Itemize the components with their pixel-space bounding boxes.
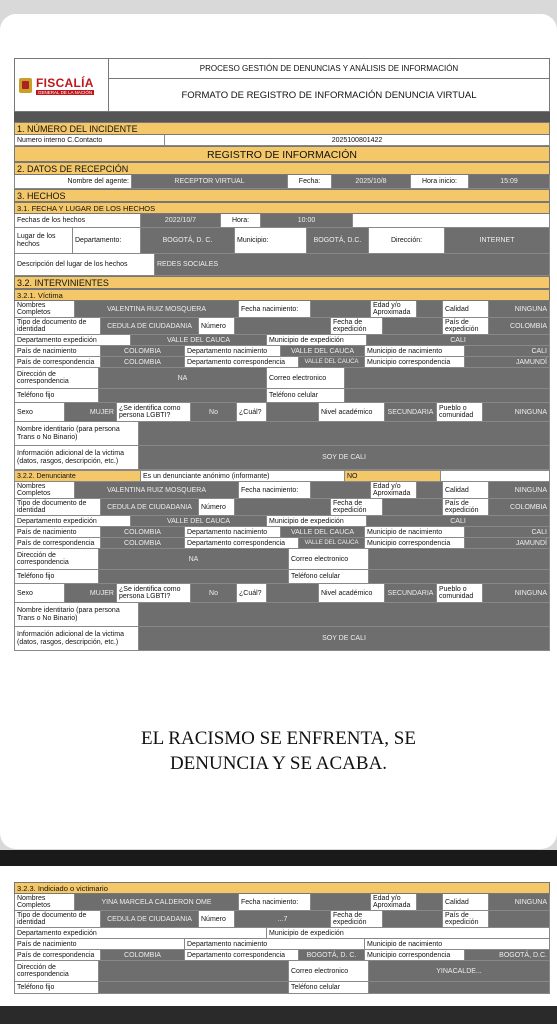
indiciado-address xyxy=(99,961,289,981)
victim-exp-date xyxy=(383,318,443,334)
form-page-2 xyxy=(0,866,557,1006)
label-phone: Teléfono fijo xyxy=(15,389,99,402)
time-label: Hora inicio: xyxy=(411,175,469,188)
denunciante-dept-corr: VALLE DEL CAUCA xyxy=(299,538,365,548)
indiciado-country-corr: COLOMBIA xyxy=(101,950,185,960)
label-dept-birth: Departamento nacimiento xyxy=(185,939,365,949)
dept-label: Departamento: xyxy=(73,228,141,253)
victim-mun-exp: CALI xyxy=(367,335,549,345)
victim-country-birth: COLOMBIA xyxy=(101,346,185,356)
label-dept-birth: Departamento nacimiento xyxy=(185,527,281,537)
dir-value: INTERNET xyxy=(445,228,549,253)
section-1-title: 1. NÚMERO DEL INCIDENTE xyxy=(14,122,550,135)
label-phone: Teléfono fijo xyxy=(15,982,99,993)
label-age: Edad y/o Aproximada xyxy=(371,301,417,317)
slogan-line-1: EL RACISMO SE ENFRENTA, SE xyxy=(141,728,416,749)
facts-blank xyxy=(353,214,549,227)
agent-value: RECEPTOR VIRTUAL xyxy=(132,175,288,188)
dept-value: BOGOTÁ, D. C. xyxy=(141,228,235,253)
org-logo xyxy=(15,59,109,111)
label-country-birth: País de nacimiento xyxy=(15,346,101,356)
victim-lgbti: No xyxy=(191,403,237,421)
label-doctype: Tipo de documento de identidad xyxy=(15,499,101,515)
label-numero: Número xyxy=(199,499,235,515)
indiciado-birth xyxy=(311,894,371,910)
victim-extra: SOY DE CALI xyxy=(139,446,549,469)
label-extra: Información adicional de la victima (datos, rasgos, descripción, etc.) xyxy=(15,446,139,469)
indiciado-numero: ...7 xyxy=(235,911,331,927)
indiciado-container xyxy=(14,882,550,994)
indiciado-title: 3.2.3. Indiciado o victimario xyxy=(14,882,550,894)
indiciado-age xyxy=(417,894,443,910)
label-mobile: Teléfono celular xyxy=(289,570,369,583)
denunciante-phone xyxy=(99,570,289,583)
label-calidad: Calidad xyxy=(443,301,489,317)
label-names: Nombres Completos xyxy=(15,301,75,317)
place-desc-value: REDES SOCIALES xyxy=(155,254,549,275)
indiciado-mobile xyxy=(369,982,549,993)
indiciado-name: YINA MARCELA CALDERON OME xyxy=(75,894,239,910)
victim-dept-corr: VALLE DEL CAUCA xyxy=(299,357,365,367)
label-calidad: Calidad xyxy=(443,894,489,910)
indiciado-mun-corr: BOGOTÁ, D.C. xyxy=(465,950,549,960)
label-country-corr: País de correspondencia xyxy=(15,538,101,548)
denunciante-which xyxy=(267,584,319,602)
denunciante-dept-exp: VALLE DEL CAUCA xyxy=(131,516,267,526)
denunciante-title: 3.2.2. Denunciante xyxy=(15,471,141,481)
facts-date-value: 2022/10/7 xyxy=(141,214,221,227)
anon-blank xyxy=(441,471,549,481)
label-mun-birth: Municipio de nacimiento xyxy=(365,939,549,949)
label-people: Pueblo o comunidad xyxy=(437,403,483,421)
label-email: Correo electronico xyxy=(289,961,369,981)
anon-label: Es un denunciante anónimo (informante) xyxy=(141,471,345,481)
section-3-title: 3. HECHOS xyxy=(14,189,550,202)
label-edu: Nivel académico xyxy=(319,584,385,602)
denunciante-name: VALENTINA RUIZ MOSQUERA xyxy=(75,482,239,498)
denunciante-age xyxy=(417,482,443,498)
facts-hour-value: 10:00 xyxy=(261,214,353,227)
label-names: Nombres Completos xyxy=(15,482,75,498)
label-mun-birth: Municipio de nacimiento xyxy=(365,346,465,356)
label-exp-country: País de expedición xyxy=(443,911,489,927)
denunciante-numero xyxy=(235,499,331,515)
label-address: Dirección de correspondencia xyxy=(15,961,99,981)
victim-country-corr: COLOMBIA xyxy=(101,357,185,367)
place-label: Lugar de los hechos xyxy=(15,228,73,253)
section-3-2-title: 3.2. INTERVINIENTES xyxy=(14,276,550,289)
date-label: Fecha: xyxy=(288,175,332,188)
facts-date-label: Fechas de los hechos xyxy=(15,214,141,227)
indiciado-exp-country xyxy=(489,911,549,927)
label-exp-date: Fecha de expedición xyxy=(331,911,383,927)
dir-label: Dirección: xyxy=(369,228,445,253)
victim-dept-birth: VALLE DEL CAUCA xyxy=(281,346,365,356)
label-birth: Fecha nacimiento: xyxy=(239,301,311,317)
label-age: Edad y/o Aproximada xyxy=(371,482,417,498)
label-numero: Número xyxy=(199,911,235,927)
slogan xyxy=(0,726,557,776)
label-mobile: Teléfono celular xyxy=(289,982,369,993)
internal-number-value: 2025100801422 xyxy=(165,135,549,145)
date-value: 2025/10/8 xyxy=(332,175,411,188)
label-birth: Fecha nacimiento: xyxy=(239,894,311,910)
bottom-strip xyxy=(0,1006,557,1024)
victim-email xyxy=(345,368,549,388)
victim-phone xyxy=(99,389,267,402)
label-mun-corr: Municipio correspondencia xyxy=(365,538,465,548)
time-value: 15:09 xyxy=(469,175,549,188)
mun-value: BOGOTÁ, D.C. xyxy=(307,228,369,253)
label-trans: Nombre identitario (para persona Trans o No Binario) xyxy=(15,603,139,626)
section-3-1-title: 3.1. FECHA Y LUGAR DE LOS HECHOS xyxy=(14,202,550,214)
label-email: Correo electronico xyxy=(267,368,345,388)
label-dept-exp: Departamento expedición xyxy=(15,335,131,345)
denunciante-sex: MUJER xyxy=(65,584,117,602)
org-sub: GENERAL DE LA NACIÓN xyxy=(38,89,93,95)
label-mun-exp: Municipio de expedición xyxy=(267,516,367,526)
label-trans: Nombre identitario (para persona Trans o No Binario) xyxy=(15,422,139,445)
label-mun-birth: Municipio de nacimiento xyxy=(365,527,465,537)
victim-trans xyxy=(139,422,549,445)
denunciante-address: NA xyxy=(99,549,289,569)
label-mun-corr: Municipio correspondencia xyxy=(365,950,465,960)
indiciado-doctype: CEDULA DE CIUDADANIA xyxy=(101,911,199,927)
label-numero: Número xyxy=(199,318,235,334)
form-container xyxy=(14,58,550,651)
victim-numero xyxy=(235,318,331,334)
label-dept-corr: Departamento correspondencia xyxy=(185,357,299,367)
label-exp-country: País de expedición xyxy=(443,499,489,515)
label-lgbti: ¿Se identifica como persona LGBTI? xyxy=(117,403,191,421)
denunciante-lgbti: No xyxy=(191,584,237,602)
denunciante-mobile xyxy=(369,570,549,583)
victim-dept-exp: VALLE DEL CAUCA xyxy=(131,335,267,345)
denunciante-country-birth: COLOMBIA xyxy=(101,527,185,537)
denunciante-edu: SECUNDARIA xyxy=(385,584,437,602)
label-mun-exp: Municipio de expedición xyxy=(267,928,549,938)
indiciado-calidad: NINGUNA xyxy=(489,894,549,910)
label-mun-corr: Municipio correspondencia xyxy=(365,357,465,367)
org-name: FISCALÍA xyxy=(36,75,94,90)
divider-bar xyxy=(0,850,557,866)
denunciante-exp-country: COLOMBIA xyxy=(489,499,549,515)
label-email: Correo electronico xyxy=(289,549,369,569)
seal-icon xyxy=(19,78,32,93)
denunciante-calidad: NINGUNA xyxy=(489,482,549,498)
indiciado-dept-corr: BOGOTÁ, D. C. xyxy=(299,950,365,960)
label-dept-exp: Departamento expedición xyxy=(15,516,131,526)
label-age: Edad y/o Aproximada xyxy=(371,894,417,910)
victim-sex: MUJER xyxy=(65,403,117,421)
label-exp-country: País de expedición xyxy=(443,318,489,334)
denunciante-exp-date xyxy=(383,499,443,515)
label-country-corr: País de correspondencia xyxy=(15,357,101,367)
indiciado-phone xyxy=(99,982,289,993)
label-dept-birth: Departamento nacimiento xyxy=(185,346,281,356)
label-doctype: Tipo de documento de identidad xyxy=(15,318,101,334)
victim-doctype: CEDULA DE CIUDADANIA xyxy=(101,318,199,334)
label-birth: Fecha nacimiento: xyxy=(239,482,311,498)
label-mobile: Teléfono celular xyxy=(267,389,345,402)
victim-age xyxy=(417,301,443,317)
victim-calidad: NINGUNA xyxy=(489,301,549,317)
denunciante-dept-birth: VALLE DEL CAUCA xyxy=(281,527,365,537)
victim-mun-corr: JAMUNDÍ xyxy=(465,357,549,367)
place-desc-label: Descripción del lugar de los hechos xyxy=(15,254,155,275)
label-which: ¿Cuál? xyxy=(237,584,267,602)
denunciante-extra: SOY DE CALI xyxy=(139,627,549,650)
victim-title: 3.2.1. Víctima xyxy=(14,289,550,301)
section-2-title: 2. DATOS DE RECEPCIÓN xyxy=(14,162,550,175)
victim-people: NINGUNA xyxy=(483,403,549,421)
victim-name: VALENTINA RUIZ MOSQUERA xyxy=(75,301,239,317)
label-exp-date: Fecha de expedición xyxy=(331,499,383,515)
victim-address: NA xyxy=(99,368,267,388)
label-country-corr: País de correspondencia xyxy=(15,950,101,960)
denunciante-mun-exp: CALI xyxy=(367,516,549,526)
internal-number-label: Numero interno C.Contacto xyxy=(15,135,165,145)
label-dept-exp: Departamento expedición xyxy=(15,928,267,938)
label-mun-exp: Municipio de expedición xyxy=(267,335,367,345)
label-people: Pueblo o comunidad xyxy=(437,584,483,602)
denunciante-trans xyxy=(139,603,549,626)
victim-edu: SECUNDARIA xyxy=(385,403,437,421)
label-phone: Teléfono fijo xyxy=(15,570,99,583)
denunciante-birth xyxy=(311,482,371,498)
agent-label: Nombre del agente: xyxy=(15,175,132,188)
facts-hour-label: Hora: xyxy=(221,214,261,227)
denunciante-doctype: CEDULA DE CIUDADANIA xyxy=(101,499,199,515)
label-exp-date: Fecha de expedición xyxy=(331,318,383,334)
registro-title: REGISTRO DE INFORMACIÓN xyxy=(14,146,550,162)
format-title: FORMATO DE REGISTRO DE INFORMACIÓN DENUNCIA VIRTUAL xyxy=(181,89,477,101)
label-sex: Sexo xyxy=(15,584,65,602)
label-address: Dirección de correspondencia xyxy=(15,549,99,569)
denunciante-email xyxy=(369,549,549,569)
mun-label: Municipio: xyxy=(235,228,307,253)
label-country-birth: País de nacimiento xyxy=(15,939,185,949)
denunciante-mun-birth: CALI xyxy=(465,527,549,537)
indiciado-email: YINACALDE... xyxy=(369,961,549,981)
label-dept-corr: Departamento correspondencia xyxy=(185,950,299,960)
label-address: Dirección de correspondencia xyxy=(15,368,99,388)
label-extra: Información adicional de la victima (datos, rasgos, descripción, etc.) xyxy=(15,627,139,650)
label-country-birth: País de nacimiento xyxy=(15,527,101,537)
label-calidad: Calidad xyxy=(443,482,489,498)
label-lgbti: ¿Se identifica como persona LGBTI? xyxy=(117,584,191,602)
label-doctype: Tipo de documento de identidad xyxy=(15,911,101,927)
anon-value: NO xyxy=(345,471,441,481)
victim-mobile xyxy=(345,389,549,402)
denunciante-country-corr: COLOMBIA xyxy=(101,538,185,548)
victim-mun-birth: CALI xyxy=(465,346,549,356)
denunciante-people: NINGUNA xyxy=(483,584,549,602)
form-page-1 xyxy=(0,14,557,849)
slogan-line-2: DENUNCIA Y SE ACABA. xyxy=(169,753,388,774)
label-which: ¿Cuál? xyxy=(237,403,267,421)
victim-birth xyxy=(311,301,371,317)
denunciante-mun-corr: JAMUNDÍ xyxy=(465,538,549,548)
form-header xyxy=(14,58,550,112)
victim-exp-country: COLOMBIA xyxy=(489,318,549,334)
label-dept-corr: Departamento correspondencia xyxy=(185,538,299,548)
indiciado-exp-date xyxy=(383,911,443,927)
victim-which xyxy=(267,403,319,421)
label-names: Nombres Completos xyxy=(15,894,75,910)
separator xyxy=(14,112,550,122)
process-title: PROCESO GESTIÓN DE DENUNCIAS Y ANÁLISIS DE INFORMACIÓN xyxy=(109,59,549,79)
label-sex: Sexo xyxy=(15,403,65,421)
label-edu: Nivel académico xyxy=(319,403,385,421)
